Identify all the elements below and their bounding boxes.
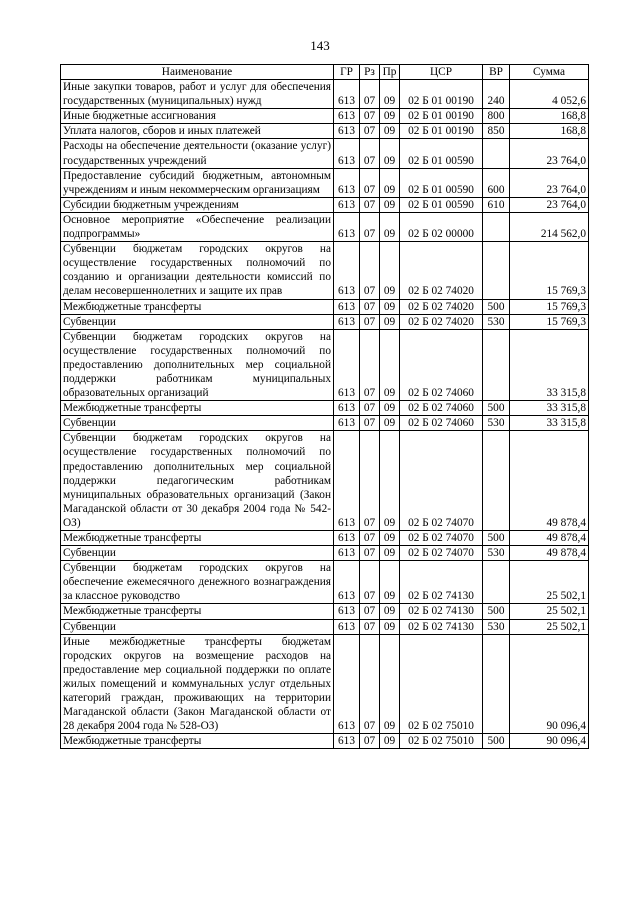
cell-vr [483, 561, 510, 604]
cell-sum: 214 562,0 [510, 212, 589, 241]
cell-pr: 09 [380, 416, 400, 431]
cell-gr: 613 [334, 299, 360, 314]
cell-name: Субвенции [61, 619, 334, 634]
cell-vr: 530 [483, 546, 510, 561]
cell-name: Субвенции бюджетам городских округов на осуществление государственных полномочий по предоставлению дополнительных мер социальной поддержки работникам муниципальных образовательных организаций [61, 329, 334, 400]
cell-rz: 07 [360, 546, 380, 561]
cell-rz: 07 [360, 401, 380, 416]
cell-gr: 613 [334, 197, 360, 212]
cell-vr [483, 431, 510, 531]
cell-rz: 07 [360, 561, 380, 604]
cell-sum: 49 878,4 [510, 546, 589, 561]
cell-gr: 613 [334, 168, 360, 197]
cell-gr: 613 [334, 431, 360, 531]
cell-pr: 09 [380, 329, 400, 400]
cell-gr: 613 [334, 139, 360, 168]
cell-pr: 09 [380, 314, 400, 329]
cell-name: Иные бюджетные ассигнования [61, 109, 334, 124]
cell-gr: 613 [334, 561, 360, 604]
cell-csr: 02 Б 02 74060 [400, 416, 483, 431]
cell-pr: 09 [380, 401, 400, 416]
cell-pr: 09 [380, 139, 400, 168]
cell-name: Субвенции [61, 416, 334, 431]
cell-rz: 07 [360, 109, 380, 124]
cell-csr: 02 Б 01 00190 [400, 109, 483, 124]
cell-gr: 613 [334, 212, 360, 241]
table-row [61, 416, 589, 431]
cell-pr: 09 [380, 431, 400, 531]
table-row [61, 561, 589, 604]
table-row [61, 314, 589, 329]
cell-vr [483, 329, 510, 400]
cell-vr: 240 [483, 80, 510, 109]
cell-name: Межбюджетные трансферты [61, 604, 334, 619]
cell-pr: 09 [380, 734, 400, 749]
cell-csr: 02 Б 02 74070 [400, 546, 483, 561]
header-rz: Рз [360, 65, 380, 80]
cell-vr: 530 [483, 314, 510, 329]
cell-vr [483, 212, 510, 241]
cell-name: Субвенции бюджетам городских округов на осуществление государственных полномочий по предоставлению дополнительных мер социальной поддержки педагогическим работникам муниципальных образовательных организаций (Закон Магаданской области от 30 декабря 2004 года № 542-ОЗ) [61, 431, 334, 531]
cell-sum: 33 315,8 [510, 416, 589, 431]
table-row [61, 212, 589, 241]
cell-rz: 07 [360, 124, 380, 139]
table-row [61, 734, 589, 749]
table-row [61, 80, 589, 109]
table-row [61, 531, 589, 546]
cell-rz: 07 [360, 80, 380, 109]
cell-csr: 02 Б 02 74020 [400, 242, 483, 299]
cell-sum: 90 096,4 [510, 734, 589, 749]
table-row [61, 242, 589, 299]
cell-vr: 530 [483, 416, 510, 431]
table-row [61, 634, 589, 734]
cell-rz: 07 [360, 299, 380, 314]
cell-vr [483, 634, 510, 734]
cell-sum: 90 096,4 [510, 634, 589, 734]
cell-vr: 500 [483, 299, 510, 314]
cell-sum: 15 769,3 [510, 314, 589, 329]
table-row [61, 401, 589, 416]
cell-vr: 500 [483, 401, 510, 416]
cell-gr: 613 [334, 546, 360, 561]
table-row [61, 619, 589, 634]
table-row [61, 431, 589, 531]
cell-csr: 02 Б 02 74020 [400, 299, 483, 314]
cell-sum: 23 764,0 [510, 168, 589, 197]
cell-csr: 02 Б 02 74130 [400, 561, 483, 604]
cell-name: Субсидии бюджетным учреждениям [61, 197, 334, 212]
cell-rz: 07 [360, 139, 380, 168]
cell-vr: 500 [483, 604, 510, 619]
header-name: Наименование [61, 65, 334, 80]
cell-pr: 09 [380, 109, 400, 124]
table-row [61, 546, 589, 561]
cell-gr: 613 [334, 416, 360, 431]
cell-rz: 07 [360, 734, 380, 749]
cell-rz: 07 [360, 431, 380, 531]
cell-csr: 02 Б 02 74130 [400, 604, 483, 619]
cell-vr: 610 [483, 197, 510, 212]
cell-sum: 33 315,8 [510, 329, 589, 400]
cell-vr: 500 [483, 531, 510, 546]
cell-csr: 02 Б 02 75010 [400, 734, 483, 749]
cell-csr: 02 Б 02 74070 [400, 531, 483, 546]
cell-gr: 613 [334, 634, 360, 734]
table-row [61, 604, 589, 619]
table-body [61, 80, 589, 749]
cell-name: Предоставление субсидий бюджетным, автономным учреждениям и иным некоммерческим организациям [61, 168, 334, 197]
table-row [61, 329, 589, 400]
cell-csr: 02 Б 01 00190 [400, 80, 483, 109]
cell-vr: 500 [483, 734, 510, 749]
cell-pr: 09 [380, 242, 400, 299]
cell-pr: 09 [380, 546, 400, 561]
cell-name: Уплата налогов, сборов и иных платежей [61, 124, 334, 139]
cell-gr: 613 [334, 80, 360, 109]
header-csr: ЦСР [400, 65, 483, 80]
cell-sum: 15 769,3 [510, 299, 589, 314]
cell-pr: 09 [380, 124, 400, 139]
cell-pr: 09 [380, 80, 400, 109]
cell-vr: 800 [483, 109, 510, 124]
cell-name: Иные межбюджетные трансферты бюджетам городских округов на возмещение расходов на предоставление мер социальной поддержки по оплате жилых помещений и коммунальных услуг отдельных категорий граждан, проживающих на территории Магаданской области (Закон Магаданской области от 28 декабря 2004 года № 528-ОЗ) [61, 634, 334, 734]
cell-gr: 613 [334, 124, 360, 139]
cell-csr: 02 Б 01 00590 [400, 139, 483, 168]
cell-csr: 02 Б 01 00590 [400, 197, 483, 212]
cell-gr: 613 [334, 242, 360, 299]
cell-pr: 09 [380, 634, 400, 734]
table-row [61, 124, 589, 139]
cell-name: Субвенции бюджетам городских округов на осуществление государственных полномочий по созданию и организации деятельности комиссий по делам несовершеннолетних и защите их прав [61, 242, 334, 299]
table-row [61, 299, 589, 314]
cell-vr [483, 242, 510, 299]
cell-rz: 07 [360, 168, 380, 197]
cell-rz: 07 [360, 197, 380, 212]
cell-gr: 613 [334, 314, 360, 329]
cell-csr: 02 Б 02 00000 [400, 212, 483, 241]
cell-csr: 02 Б 01 00190 [400, 124, 483, 139]
table-header-row [61, 65, 589, 80]
cell-csr: 02 Б 02 74060 [400, 329, 483, 400]
cell-rz: 07 [360, 634, 380, 734]
cell-name: Субвенции [61, 314, 334, 329]
cell-sum: 49 878,4 [510, 531, 589, 546]
cell-sum: 4 052,6 [510, 80, 589, 109]
cell-gr: 613 [334, 329, 360, 400]
cell-sum: 25 502,1 [510, 604, 589, 619]
header-vr: ВР [483, 65, 510, 80]
cell-gr: 613 [334, 734, 360, 749]
cell-gr: 613 [334, 604, 360, 619]
cell-sum: 23 764,0 [510, 197, 589, 212]
cell-vr: 600 [483, 168, 510, 197]
cell-csr: 02 Б 02 74060 [400, 401, 483, 416]
cell-rz: 07 [360, 604, 380, 619]
cell-sum: 25 502,1 [510, 619, 589, 634]
cell-pr: 09 [380, 212, 400, 241]
page-number: 143 [310, 38, 330, 53]
cell-name: Субвенции бюджетам городских округов на обеспечение ежемесячного денежного вознаграждения за классное руководство [61, 561, 334, 604]
table-row [61, 197, 589, 212]
cell-sum: 25 502,1 [510, 561, 589, 604]
cell-rz: 07 [360, 242, 380, 299]
cell-rz: 07 [360, 531, 380, 546]
cell-sum: 168,8 [510, 109, 589, 124]
cell-csr: 02 Б 02 74020 [400, 314, 483, 329]
cell-gr: 613 [334, 531, 360, 546]
table-row [61, 139, 589, 168]
cell-vr: 530 [483, 619, 510, 634]
cell-pr: 09 [380, 619, 400, 634]
cell-gr: 613 [334, 109, 360, 124]
cell-rz: 07 [360, 314, 380, 329]
cell-sum: 168,8 [510, 124, 589, 139]
cell-pr: 09 [380, 299, 400, 314]
cell-rz: 07 [360, 416, 380, 431]
cell-name: Межбюджетные трансферты [61, 531, 334, 546]
cell-vr [483, 139, 510, 168]
cell-sum: 33 315,8 [510, 401, 589, 416]
header-pr: Пр [380, 65, 400, 80]
cell-pr: 09 [380, 197, 400, 212]
cell-rz: 07 [360, 329, 380, 400]
cell-name: Межбюджетные трансферты [61, 734, 334, 749]
cell-pr: 09 [380, 604, 400, 619]
cell-vr: 850 [483, 124, 510, 139]
cell-csr: 02 Б 02 75010 [400, 634, 483, 734]
cell-csr: 02 Б 02 74070 [400, 431, 483, 531]
cell-sum: 23 764,0 [510, 139, 589, 168]
cell-pr: 09 [380, 531, 400, 546]
cell-sum: 49 878,4 [510, 431, 589, 531]
cell-name: Межбюджетные трансферты [61, 401, 334, 416]
cell-sum: 15 769,3 [510, 242, 589, 299]
table-row [61, 109, 589, 124]
header-gr: ГР [334, 65, 360, 80]
cell-rz: 07 [360, 619, 380, 634]
cell-gr: 613 [334, 401, 360, 416]
budget-table [60, 64, 589, 749]
cell-pr: 09 [380, 168, 400, 197]
cell-name: Иные закупки товаров, работ и услуг для обеспечения государственных (муниципальных) нужд [61, 80, 334, 109]
header-sum: Сумма [510, 65, 589, 80]
cell-gr: 613 [334, 619, 360, 634]
cell-csr: 02 Б 02 74130 [400, 619, 483, 634]
table-row [61, 168, 589, 197]
cell-rz: 07 [360, 212, 380, 241]
cell-name: Расходы на обеспечение деятельности (оказание услуг) государственных учреждений [61, 139, 334, 168]
cell-pr: 09 [380, 561, 400, 604]
cell-name: Основное мероприятие «Обеспечение реализации подпрограммы» [61, 212, 334, 241]
cell-name: Субвенции [61, 546, 334, 561]
cell-name: Межбюджетные трансферты [61, 299, 334, 314]
cell-csr: 02 Б 01 00590 [400, 168, 483, 197]
